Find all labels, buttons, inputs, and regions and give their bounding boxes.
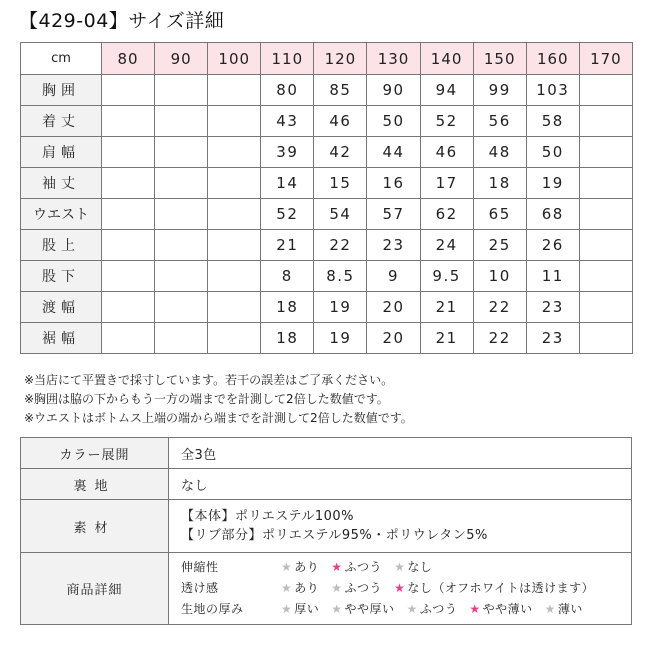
- measurement-cell: 18: [473, 168, 526, 199]
- measurement-cell: [102, 230, 155, 261]
- size-row: [21, 75, 633, 106]
- unit-label: cm: [21, 43, 102, 75]
- measurement-cell: 25: [473, 230, 526, 261]
- measurement-cell: 44: [367, 137, 420, 168]
- lining-value: なし: [169, 469, 632, 500]
- measurement-label: ウエスト: [21, 199, 102, 230]
- measurement-cell: 26: [526, 230, 579, 261]
- measurement-cell: 17: [420, 168, 473, 199]
- measurement-cell: 54: [314, 199, 367, 230]
- star-icon: ★: [394, 560, 406, 574]
- info-row-color: [21, 438, 632, 469]
- measurement-cell: 46: [420, 137, 473, 168]
- measurement-label: 肩幅: [21, 137, 102, 168]
- star-selected-icon: ★: [394, 581, 406, 595]
- detail-option: [394, 557, 432, 578]
- measurement-cell: 22: [473, 323, 526, 354]
- option-label: ふつう: [419, 602, 458, 616]
- measurement-cell: 90: [367, 75, 420, 106]
- detail-name: 透け感: [181, 581, 219, 595]
- detail-option: [545, 599, 583, 620]
- measurement-cell: [579, 292, 632, 323]
- material-value: [169, 500, 632, 553]
- measurement-cell: 8.5: [314, 261, 367, 292]
- size-header-80: 80: [102, 43, 155, 75]
- detail-option: [407, 599, 458, 620]
- measurement-cell: 18: [261, 323, 314, 354]
- measurement-cell: [579, 137, 632, 168]
- detail-option: [331, 578, 382, 599]
- details-value: [169, 553, 632, 625]
- size-row: [21, 230, 633, 261]
- measurement-cell: [208, 168, 261, 199]
- size-row: [21, 323, 633, 354]
- measurement-cell: [208, 323, 261, 354]
- size-header-170: 170: [579, 43, 632, 75]
- measurement-label: 袖丈: [21, 168, 102, 199]
- option-label: ふつう: [344, 560, 383, 574]
- size-header-row: [21, 43, 633, 75]
- measurement-cell: 57: [367, 199, 420, 230]
- measurement-cell: [155, 199, 208, 230]
- measurement-cell: 85: [314, 75, 367, 106]
- color-value: 全3色: [169, 438, 632, 469]
- star-icon: ★: [544, 602, 556, 616]
- lining-label: 裏地: [21, 469, 169, 500]
- option-label: 厚い: [294, 602, 320, 616]
- measurement-cell: 8: [261, 261, 314, 292]
- size-header-140: 140: [420, 43, 473, 75]
- measurement-label: 渡幅: [21, 292, 102, 323]
- measurement-cell: 94: [420, 75, 473, 106]
- measurement-label: 股上: [21, 230, 102, 261]
- measurement-cell: 42: [314, 137, 367, 168]
- measurement-cell: [208, 230, 261, 261]
- size-row: [21, 261, 633, 292]
- measurement-cell: [102, 292, 155, 323]
- size-row: [21, 292, 633, 323]
- measurement-cell: [102, 137, 155, 168]
- size-header-100: 100: [208, 43, 261, 75]
- detail-row: [181, 599, 631, 620]
- detail-option: [469, 599, 532, 620]
- measurement-cell: [155, 292, 208, 323]
- detail-row: [181, 557, 631, 578]
- measurement-label: 胸囲: [21, 75, 102, 106]
- note-line: ※当店にて平置きで採寸しています。若干の誤差はご了承ください。: [24, 373, 394, 387]
- measurement-cell: [155, 323, 208, 354]
- measurement-cell: 15: [314, 168, 367, 199]
- measurement-cell: [102, 168, 155, 199]
- measurement-cell: 23: [526, 292, 579, 323]
- size-row: [21, 106, 633, 137]
- material-label: 素材: [21, 500, 169, 553]
- measurement-cell: [579, 261, 632, 292]
- size-header-160: 160: [526, 43, 579, 75]
- size-header-130: 130: [367, 43, 420, 75]
- measurement-cell: 65: [473, 199, 526, 230]
- measurement-cell: 23: [367, 230, 420, 261]
- option-label: なし: [407, 560, 433, 574]
- measurement-cell: [155, 75, 208, 106]
- measurement-cell: 43: [261, 106, 314, 137]
- star-icon: ★: [331, 581, 343, 595]
- detail-row: [181, 578, 631, 599]
- measurement-cell: 19: [526, 168, 579, 199]
- measurement-cell: 16: [367, 168, 420, 199]
- measurement-cell: 11: [526, 261, 579, 292]
- product-info-table: [20, 437, 632, 625]
- size-notes: [24, 371, 413, 428]
- measurement-cell: 10: [473, 261, 526, 292]
- option-label: 薄い: [557, 602, 583, 616]
- note-line: ※ウエストはボトムス上端の端から端までを計測して2倍した数値です。: [24, 411, 413, 425]
- measurement-cell: [579, 230, 632, 261]
- measurement-cell: [579, 106, 632, 137]
- measurement-cell: [579, 168, 632, 199]
- measurement-cell: 23: [526, 323, 579, 354]
- measurement-cell: 9.5: [420, 261, 473, 292]
- measurement-cell: 9: [367, 261, 420, 292]
- measurement-cell: [155, 168, 208, 199]
- detail-name: 生地の厚み: [181, 602, 244, 616]
- size-row: [21, 137, 633, 168]
- option-label: なし（オフホワイトは透けます）: [407, 581, 595, 595]
- measurement-cell: 21: [420, 292, 473, 323]
- measurement-cell: 62: [420, 199, 473, 230]
- measurement-label: 裾幅: [21, 323, 102, 354]
- measurement-cell: [102, 261, 155, 292]
- measurement-cell: [102, 106, 155, 137]
- measurement-cell: 52: [420, 106, 473, 137]
- star-icon: ★: [331, 602, 343, 616]
- info-row-lining: [21, 469, 632, 500]
- measurement-cell: [208, 106, 261, 137]
- size-header-120: 120: [314, 43, 367, 75]
- measurement-cell: [208, 261, 261, 292]
- measurement-cell: 19: [314, 292, 367, 323]
- info-row-details: [21, 553, 632, 625]
- star-icon: ★: [281, 581, 293, 595]
- detail-option: [394, 578, 594, 599]
- measurement-cell: 39: [261, 137, 314, 168]
- measurement-cell: 52: [261, 199, 314, 230]
- details-label: 商品詳細: [21, 553, 169, 625]
- measurement-cell: [579, 323, 632, 354]
- measurement-cell: 22: [473, 292, 526, 323]
- size-row: [21, 199, 633, 230]
- measurement-cell: 50: [526, 137, 579, 168]
- measurement-cell: 68: [526, 199, 579, 230]
- size-header-90: 90: [155, 43, 208, 75]
- measurement-cell: [155, 230, 208, 261]
- measurement-cell: [102, 75, 155, 106]
- measurement-cell: 20: [367, 323, 420, 354]
- measurement-cell: 22: [314, 230, 367, 261]
- color-label: カラー展開: [21, 438, 169, 469]
- measurement-cell: 46: [314, 106, 367, 137]
- page-title: 【429-04】サイズ詳細: [19, 10, 225, 32]
- star-icon: ★: [406, 602, 418, 616]
- measurement-cell: [102, 199, 155, 230]
- option-label: やや厚い: [344, 602, 395, 616]
- measurement-cell: 24: [420, 230, 473, 261]
- info-row-material: [21, 500, 632, 553]
- material-line: 【リブ部分】ポリエステル95%・ポリウレタン5%: [181, 528, 488, 543]
- measurement-cell: 21: [261, 230, 314, 261]
- option-label: あり: [294, 560, 320, 574]
- measurement-cell: 99: [473, 75, 526, 106]
- measurement-cell: [155, 137, 208, 168]
- measurement-label: 股下: [21, 261, 102, 292]
- measurement-cell: [208, 199, 261, 230]
- star-icon: ★: [281, 560, 293, 574]
- measurement-cell: 50: [367, 106, 420, 137]
- measurement-cell: [579, 199, 632, 230]
- measurement-cell: [208, 75, 261, 106]
- measurement-cell: 103: [526, 75, 579, 106]
- measurement-label: 着丈: [21, 106, 102, 137]
- measurement-cell: 18: [261, 292, 314, 323]
- measurement-cell: [155, 261, 208, 292]
- detail-option: [281, 557, 319, 578]
- measurement-cell: [579, 75, 632, 106]
- detail-option: [331, 557, 382, 578]
- star-icon: ★: [281, 602, 293, 616]
- size-header-110: 110: [261, 43, 314, 75]
- measurement-cell: [208, 292, 261, 323]
- measurement-cell: [102, 323, 155, 354]
- star-selected-icon: ★: [331, 560, 343, 574]
- measurement-cell: 19: [314, 323, 367, 354]
- detail-option: [331, 599, 394, 620]
- material-line: 【本体】ポリエステル100%: [181, 509, 354, 524]
- measurement-cell: 14: [261, 168, 314, 199]
- size-header-150: 150: [473, 43, 526, 75]
- size-row: [21, 168, 633, 199]
- measurement-cell: 21: [420, 323, 473, 354]
- detail-option: [281, 578, 319, 599]
- measurement-cell: [155, 106, 208, 137]
- measurement-cell: 56: [473, 106, 526, 137]
- measurement-cell: 48: [473, 137, 526, 168]
- measurement-cell: 20: [367, 292, 420, 323]
- detail-option: [281, 599, 319, 620]
- measurement-cell: 80: [261, 75, 314, 106]
- option-label: あり: [294, 581, 320, 595]
- measurement-cell: 58: [526, 106, 579, 137]
- size-table: [20, 42, 633, 354]
- option-label: やや薄い: [482, 602, 533, 616]
- measurement-cell: [208, 137, 261, 168]
- detail-name: 伸縮性: [181, 560, 219, 574]
- note-line: ※胸囲は脇の下からもう一方の端までを計測して2倍した数値です。: [24, 392, 389, 406]
- option-label: ふつう: [344, 581, 383, 595]
- star-selected-icon: ★: [469, 602, 481, 616]
